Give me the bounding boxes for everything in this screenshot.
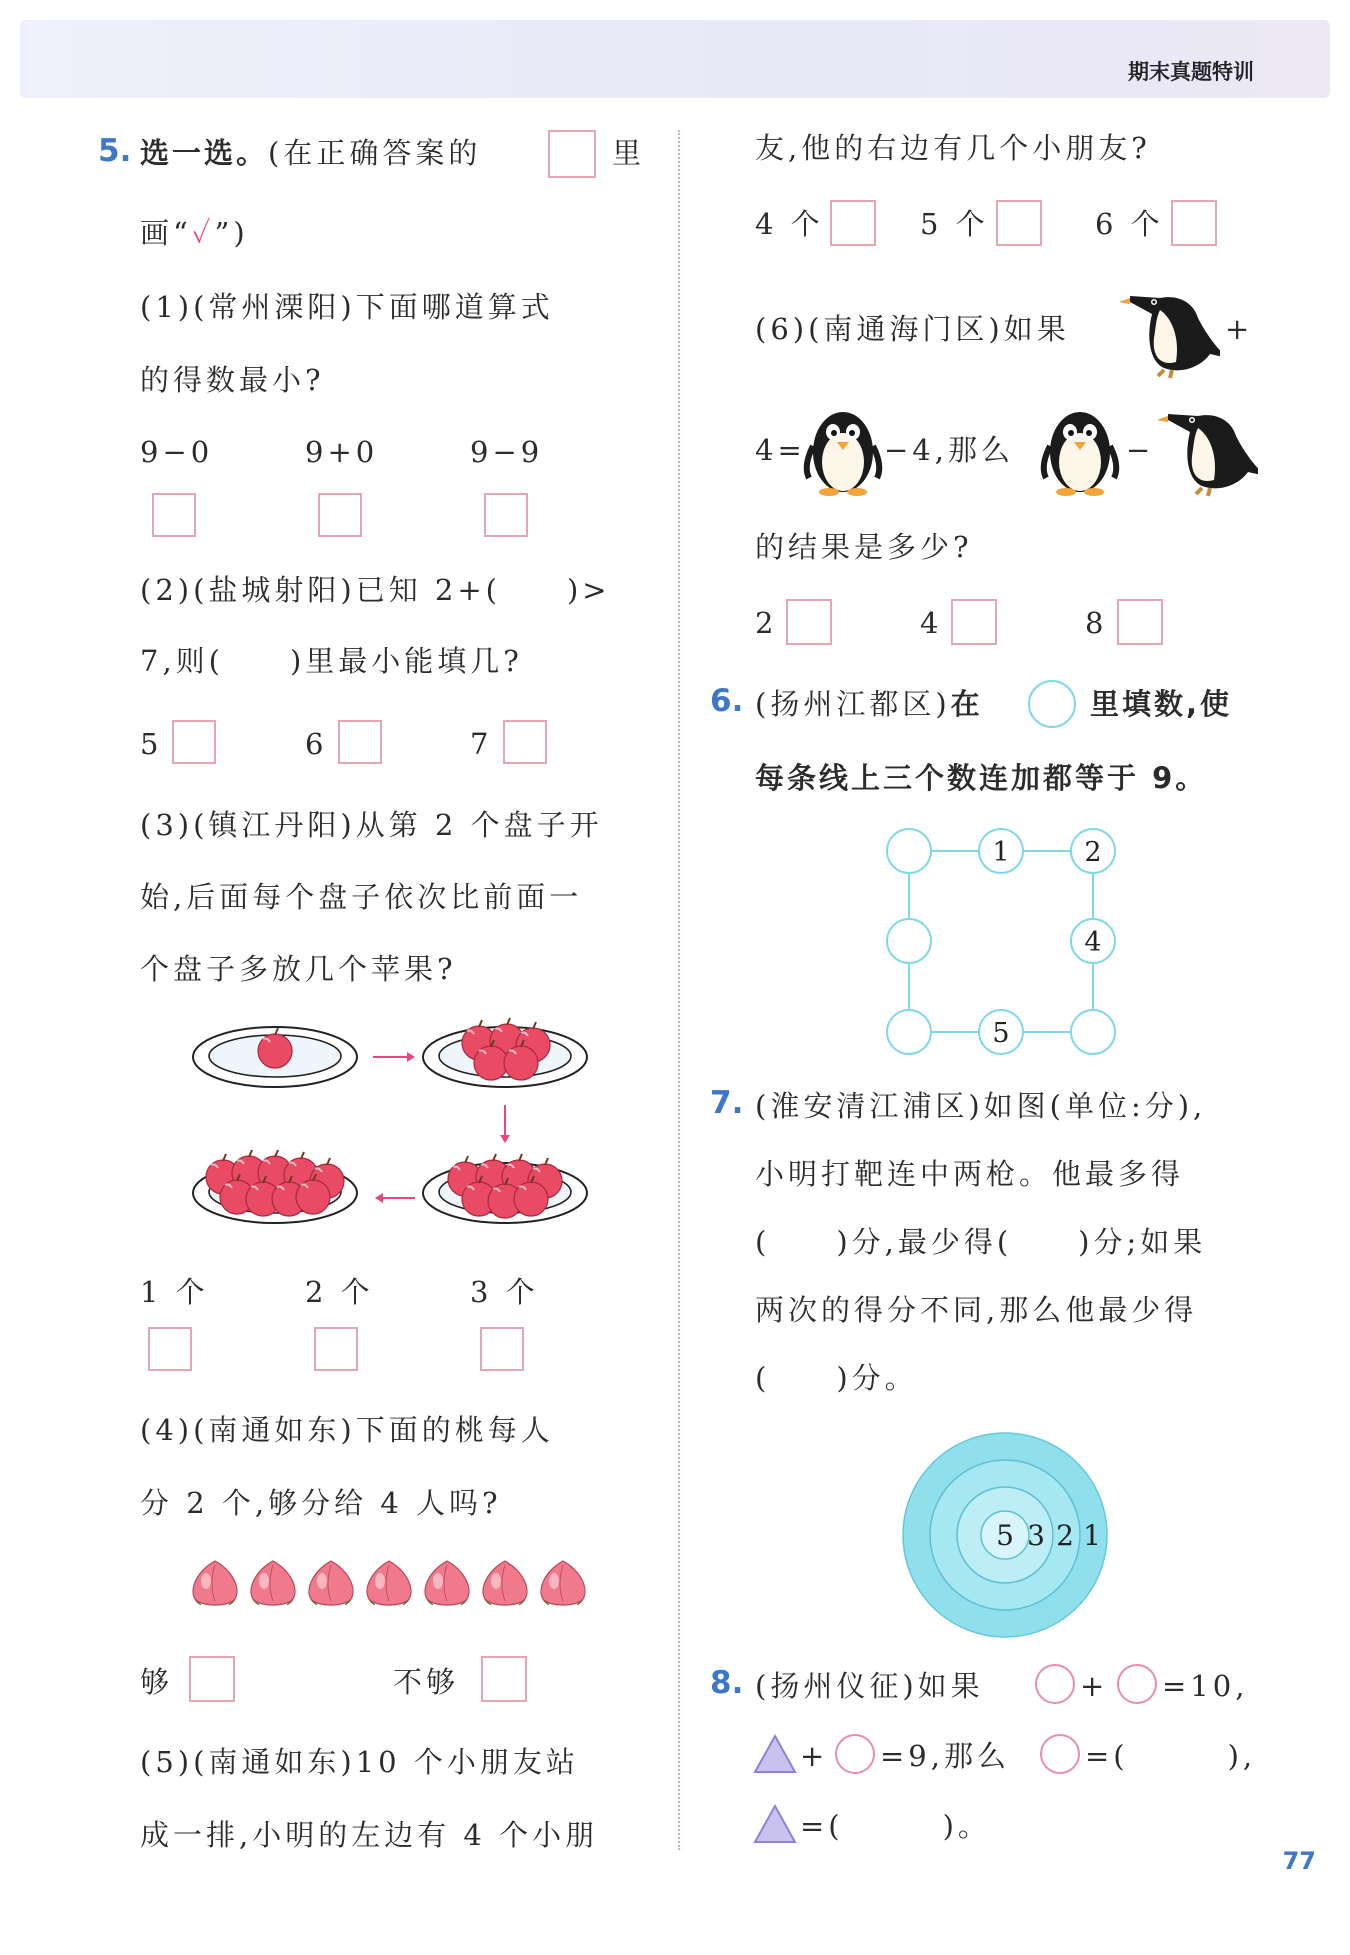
plate-1 [193, 1027, 357, 1087]
q5-p5-option-a: 4 个 [755, 207, 824, 241]
page-number: 77 [1282, 1847, 1316, 1875]
apple-plates-figure [185, 1015, 605, 1245]
q8-eq4: =( )。 [800, 1809, 991, 1843]
q5-p6-option-b: 4 [920, 606, 943, 640]
q5-p4-line2: 分 2 个,够分给 4 人吗? [140, 1486, 502, 1520]
q5-p6-answer-box-c[interactable] [1117, 599, 1163, 645]
q5-p4-answer-box-a[interactable] [189, 1656, 235, 1702]
node-bottom-left [887, 1010, 931, 1054]
penguin-front-icon-b [1040, 400, 1120, 500]
q5-p6-answer-box-b[interactable] [951, 599, 997, 645]
q8-source: (扬州仪征)如果 [755, 1669, 984, 1703]
q6-text-a: 在 [950, 687, 983, 721]
q7-target [895, 1425, 1115, 1645]
q5-p3-option-c: 3 个 [470, 1275, 539, 1309]
q5-p3-answer-box-b[interactable] [314, 1327, 358, 1371]
q5-p2-option-c: 7 [470, 727, 493, 761]
q5-instruction-line1 [140, 133, 481, 173]
sample-answer-box [548, 130, 596, 178]
q5-p1-answer-box-a[interactable] [152, 493, 196, 537]
q8-plus-b: + [800, 1739, 829, 1773]
q5-p6-answer-box-a[interactable] [786, 599, 832, 645]
q5-p2-answer-box-a[interactable] [172, 720, 216, 764]
q6-line2: 每条线上三个数连加都等于 9。 [755, 761, 1208, 795]
q7-line3: ( )分,最少得( )分;如果 [755, 1225, 1207, 1259]
q5-p2-answer-box-c[interactable] [503, 720, 547, 764]
q5-p6-line2b: −4,那么 [884, 433, 1014, 467]
circle-symbol-d [1040, 1734, 1080, 1774]
q8-eq3: =( ), [1085, 1739, 1257, 1773]
penguin-side-icon-b [1158, 398, 1258, 498]
node-label-5: 5 [992, 1018, 1010, 1049]
q5-p3-line1: (3)(镇江丹阳)从第 2 个盘子开 [140, 808, 603, 842]
q5-number: 5. [98, 133, 132, 169]
q5-instr-b: 里 [612, 136, 646, 170]
q5-p5-option-b: 5 个 [920, 207, 989, 241]
q5-p2-line2: 7,则( )里最小能填几? [140, 644, 523, 678]
q5-p6-line3: 的结果是多少? [755, 530, 973, 564]
q5-p5-line2: 成一排,小明的左边有 4 个小朋 [140, 1818, 599, 1852]
q5-p6-option-a: 2 [755, 606, 778, 640]
q5-p1-option-c: 9−9 [470, 435, 544, 469]
q5-p5-answer-box-a[interactable] [830, 200, 876, 246]
q5-p4-answer-box-b[interactable] [481, 1656, 527, 1702]
q5-p2-option-a: 5 [140, 727, 163, 761]
triangle-symbol-a [752, 1733, 798, 1775]
q5-p5-answer-box-c[interactable] [1171, 200, 1217, 246]
circle-symbol-a [1035, 1664, 1075, 1704]
node-middle-left [887, 919, 931, 963]
q5-p2-line1: (2)(盐城射阳)已知 2+( )> [140, 573, 611, 607]
q7-line1: (淮安清江浦区)如图(单位:分), [755, 1089, 1207, 1123]
q5-p3-option-a: 1 个 [140, 1275, 209, 1309]
q5-p1-option-b: 9+0 [305, 435, 379, 469]
q5-instr-a: (在正确答案的 [268, 136, 482, 170]
ring-label-1: 1 [1083, 1519, 1101, 1552]
node-label-4: 4 [1084, 927, 1102, 958]
ring-label-5: 5 [996, 1519, 1014, 1552]
q6-text-b: 里填数,使 [1090, 687, 1233, 721]
q7-line2: 小明打靶连中两枪。他最多得 [755, 1157, 1185, 1191]
q5-p4-line1: (4)(南通如东)下面的桃每人 [140, 1413, 554, 1447]
q5-p6-line1: (6)(南通海门区)如果 [755, 312, 1070, 346]
q5-p1-answer-box-b[interactable] [318, 493, 362, 537]
q5-p2-option-b: 6 [305, 727, 328, 761]
q5-title: 选一选。 [140, 136, 269, 170]
sample-circle [1028, 680, 1076, 728]
q5-p5-option-c: 6 个 [1095, 207, 1164, 241]
q5-p2-answer-box-b[interactable] [338, 720, 382, 764]
penguin-front-icon-a [803, 400, 883, 500]
plate-2 [423, 1018, 587, 1087]
q5-p5-answer-box-b[interactable] [996, 200, 1042, 246]
q5-p5-line3: 友,他的右边有几个小朋友? [755, 131, 1151, 165]
q8-plus-a: + [1080, 1669, 1109, 1703]
q5-p1-answer-box-c[interactable] [484, 493, 528, 537]
q5-p3-line2: 始,后面每个盘子依次比前面一 [140, 880, 583, 914]
plate-4 [193, 1150, 357, 1223]
q5-p6-line2a: 4= [755, 433, 806, 467]
q5-p3-answer-box-c[interactable] [480, 1327, 524, 1371]
q5-p3-answer-box-a[interactable] [148, 1327, 192, 1371]
q5-instr-d: ”) [214, 216, 249, 250]
node-top-left [887, 829, 931, 873]
node-label-2: 2 [1084, 837, 1102, 868]
plate-3 [423, 1154, 587, 1223]
q8-eq2: =9,那么 [880, 1739, 1010, 1773]
q8-eq1: =10, [1162, 1669, 1249, 1703]
q5-p4-option-a: 够 [140, 1665, 174, 1699]
circle-symbol-b [1117, 1664, 1157, 1704]
q5-p6-plus: + [1225, 312, 1254, 346]
q5-p4-option-b: 不够 [393, 1665, 460, 1699]
node-bottom-right [1071, 1010, 1115, 1054]
circle-symbol-c [835, 1734, 875, 1774]
q5-instr-c: 画“ [140, 216, 192, 250]
q5-p1-line1: (1)(常州溧阳)下面哪道算式 [140, 290, 554, 324]
peaches-figure [185, 1555, 605, 1615]
node-label-1: 1 [992, 837, 1010, 868]
q5-p6-option-c: 8 [1085, 606, 1108, 640]
q5-p5-line1: (5)(南通如东)10 个小朋友站 [140, 1745, 579, 1779]
q5-p6-minus: − [1126, 433, 1155, 467]
q6-number: 6. [710, 683, 744, 719]
triangle-symbol-b [752, 1803, 798, 1845]
q6-source: (扬州江都区) [755, 687, 951, 721]
q6-square-diagram [885, 825, 1125, 1060]
column-divider [678, 130, 680, 1850]
check-mark-icon: ✓ [191, 216, 215, 250]
section-title: 期末真题特训 [1128, 60, 1254, 84]
ring-label-3: 3 [1027, 1519, 1045, 1552]
q6-line1 [755, 684, 983, 724]
q7-line4: 两次的得分不同,那么他最少得 [755, 1293, 1198, 1327]
ring-label-2: 2 [1056, 1519, 1074, 1552]
q8-number: 8. [710, 1665, 744, 1701]
q7-line5: ( )分。 [755, 1361, 918, 1395]
q5-p1-option-a: 9−0 [140, 435, 214, 469]
q5-p3-option-b: 2 个 [305, 1275, 374, 1309]
q5-p1-line2: 的得数最小? [140, 363, 325, 397]
q5-p3-line3: 个盘子多放几个苹果? [140, 952, 457, 986]
penguin-side-icon-a [1120, 280, 1220, 380]
q5-instruction-line2 [140, 213, 249, 253]
q7-number: 7. [710, 1085, 744, 1121]
